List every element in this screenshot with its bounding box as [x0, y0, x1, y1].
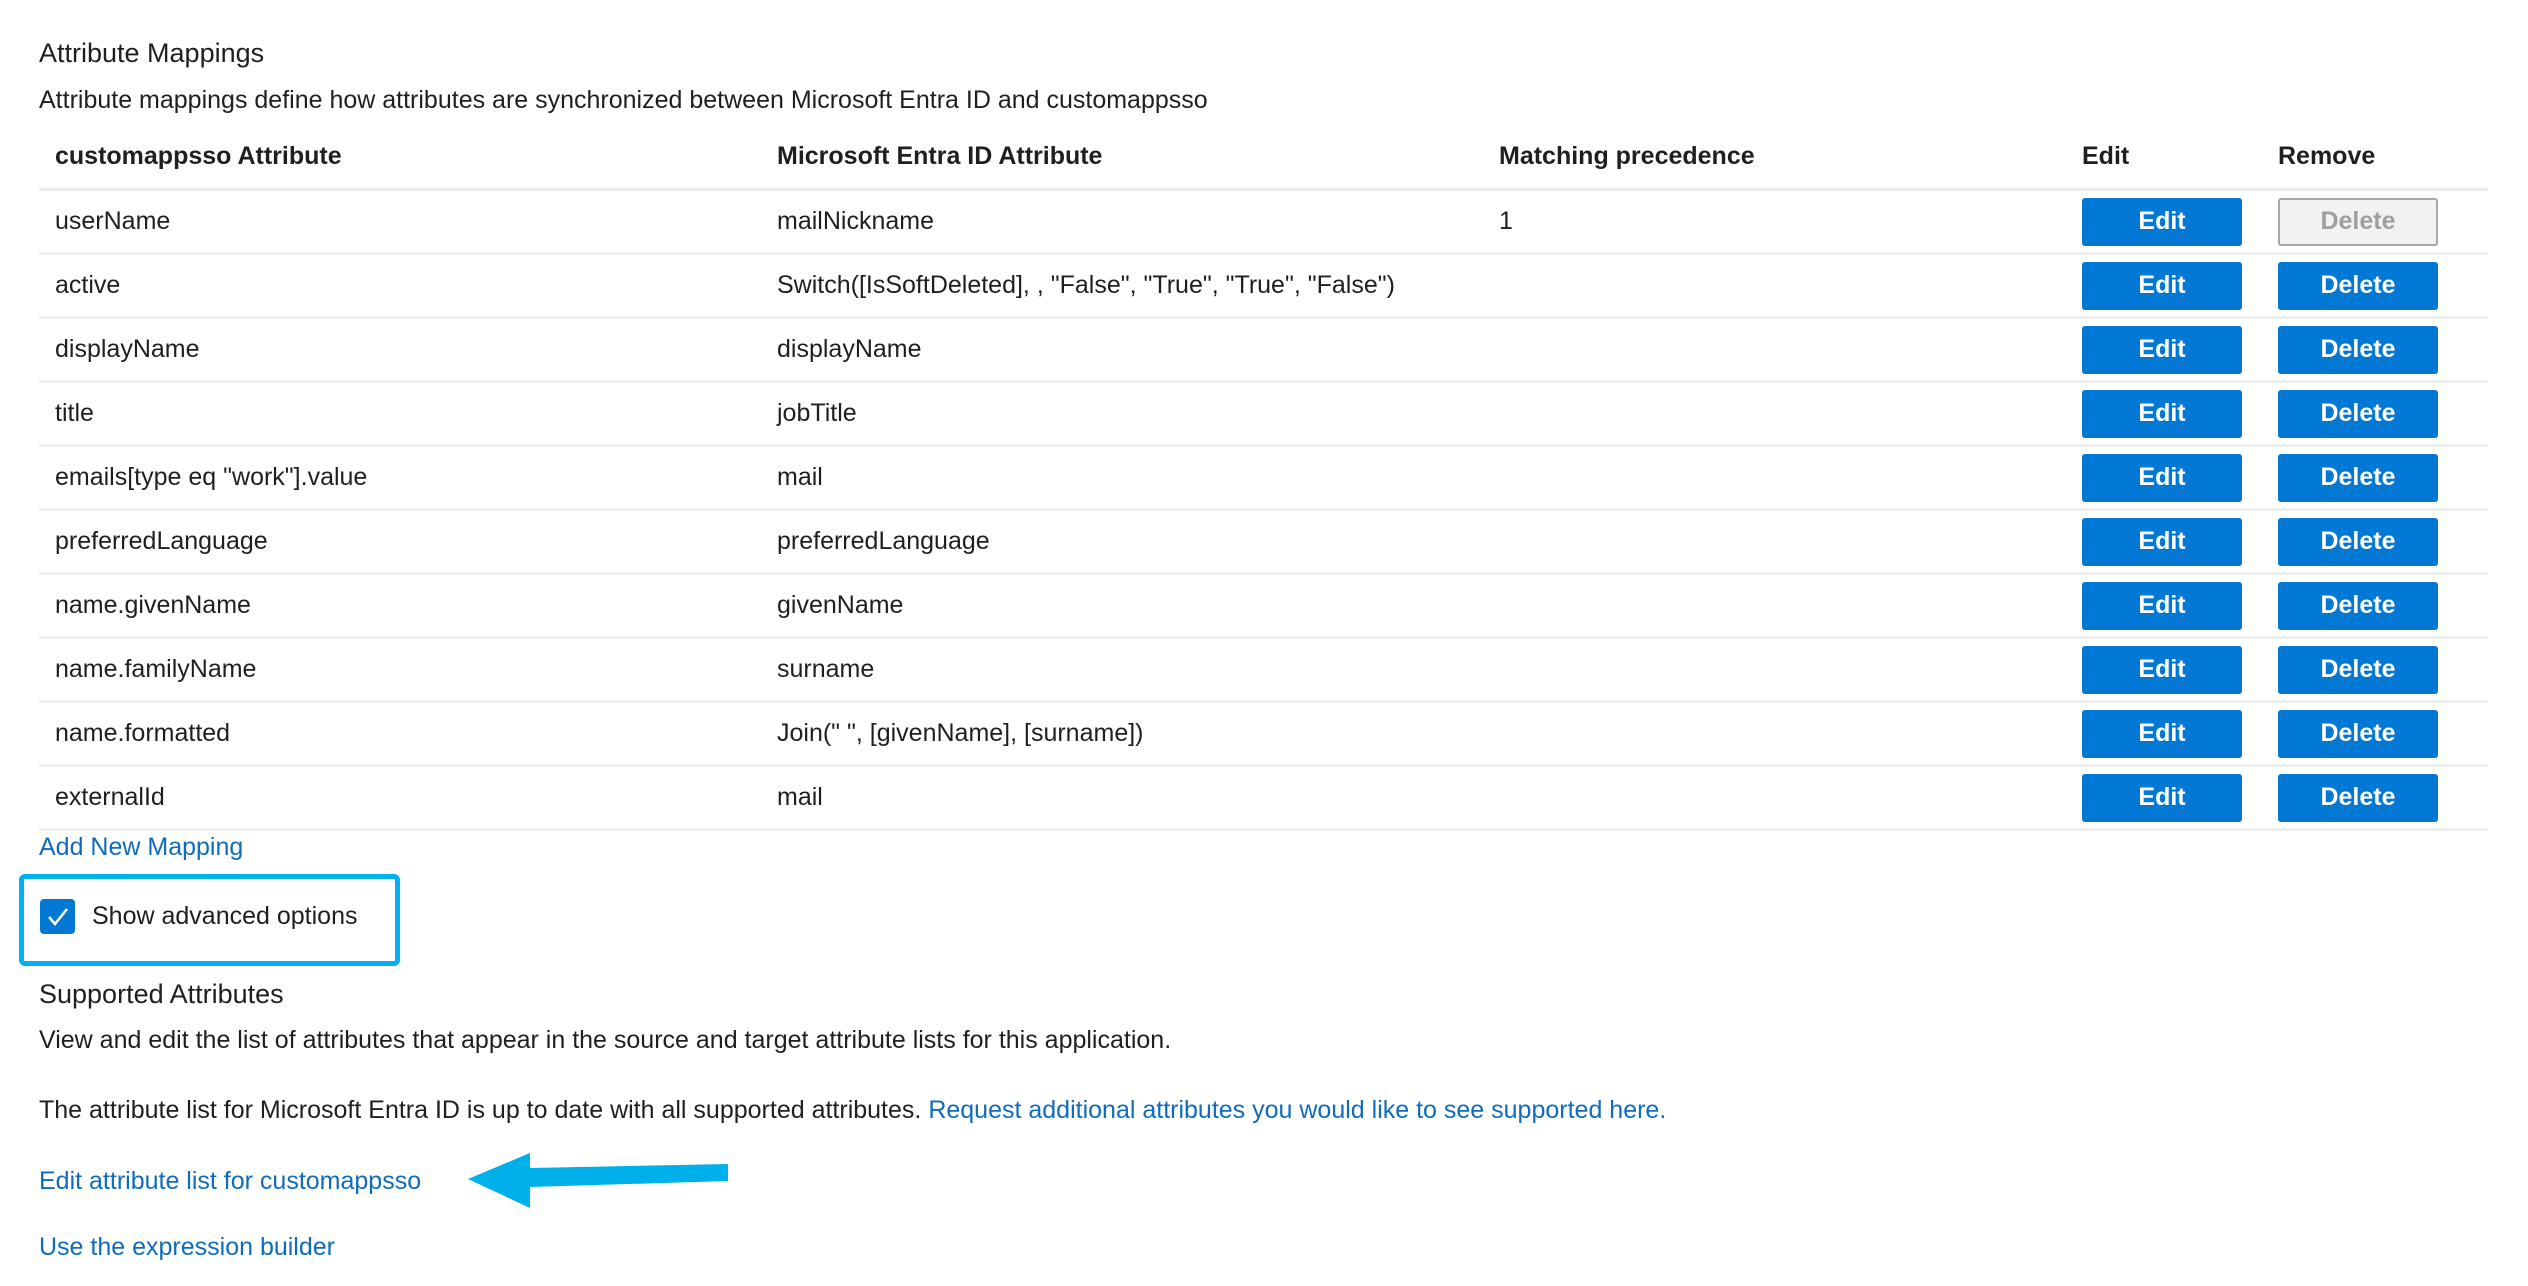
table-row — [39, 382, 2488, 446]
show-advanced-label[interactable]: Show advanced options — [92, 902, 358, 930]
source-attribute: jobTitle — [761, 382, 1483, 446]
matching-precedence: 1 — [1483, 190, 2080, 254]
table-header-row — [39, 124, 2488, 190]
source-attribute: Join(" ", [givenName], [surname]) — [761, 702, 1483, 766]
column-header-edit: Edit — [2080, 124, 2276, 190]
matching-precedence — [1483, 318, 2080, 382]
matching-precedence — [1483, 382, 2080, 446]
edit-button[interactable]: Edit — [2082, 646, 2242, 694]
edit-button[interactable]: Edit — [2082, 710, 2242, 758]
table-row — [39, 638, 2488, 702]
source-attribute: mail — [761, 446, 1483, 510]
checkmark-icon — [40, 899, 75, 934]
delete-button[interactable]: Delete — [2278, 646, 2438, 694]
matching-precedence — [1483, 766, 2080, 830]
column-header-precedence: Matching precedence — [1483, 124, 2080, 190]
attribute-list-status: The attribute list for Microsoft Entra ID is up to date with all supported attributes. — [39, 1096, 922, 1124]
section-title: Attribute Mappings — [39, 38, 265, 68]
target-attribute: externalId — [39, 766, 761, 830]
edit-button[interactable]: Edit — [2082, 518, 2242, 566]
delete-button[interactable]: Delete — [2278, 582, 2438, 630]
edit-button[interactable]: Edit — [2082, 774, 2242, 822]
delete-button[interactable]: Delete — [2278, 326, 2438, 374]
source-attribute: surname — [761, 638, 1483, 702]
table-row — [39, 318, 2488, 382]
matching-precedence — [1483, 254, 2080, 318]
edit-button[interactable]: Edit — [2082, 326, 2242, 374]
add-new-mapping-link[interactable]: Add New Mapping — [39, 833, 244, 861]
matching-precedence — [1483, 702, 2080, 766]
table-row — [39, 254, 2488, 318]
column-header-remove: Remove — [2276, 124, 2488, 190]
show-advanced-checkbox[interactable] — [40, 899, 75, 934]
target-attribute: name.familyName — [39, 638, 761, 702]
matching-precedence — [1483, 574, 2080, 638]
delete-button[interactable]: Delete — [2278, 710, 2438, 758]
edit-button[interactable]: Edit — [2082, 198, 2242, 246]
table-row — [39, 510, 2488, 574]
source-attribute: mailNickname — [761, 190, 1483, 254]
supported-attributes-description: View and edit the list of attributes that appear in the source and target attribute lists for this application. — [39, 1026, 1172, 1054]
source-attribute: displayName — [761, 318, 1483, 382]
target-attribute: userName — [39, 190, 761, 254]
delete-button[interactable]: Delete — [2278, 774, 2438, 822]
column-header-source: Microsoft Entra ID Attribute — [761, 124, 1483, 190]
table-row — [39, 190, 2488, 254]
target-attribute: emails[type eq "work"].value — [39, 446, 761, 510]
table-row — [39, 446, 2488, 510]
table-row — [39, 766, 2488, 830]
target-attribute: active — [39, 254, 761, 318]
arrow-annotation-icon — [460, 1150, 740, 1220]
attribute-mappings-table — [39, 124, 2488, 831]
delete-button[interactable]: Delete — [2278, 518, 2438, 566]
column-header-target: customappsso Attribute — [39, 124, 761, 190]
target-attribute: preferredLanguage — [39, 510, 761, 574]
table-row — [39, 702, 2488, 766]
delete-button[interactable]: Delete — [2278, 262, 2438, 310]
delete-button[interactable]: Delete — [2278, 454, 2438, 502]
expression-builder-link[interactable]: Use the expression builder — [39, 1233, 335, 1261]
matching-precedence — [1483, 638, 2080, 702]
edit-button[interactable]: Edit — [2082, 454, 2242, 502]
matching-precedence — [1483, 510, 2080, 574]
target-attribute: title — [39, 382, 761, 446]
target-attribute: name.givenName — [39, 574, 761, 638]
source-attribute: givenName — [761, 574, 1483, 638]
delete-button[interactable]: Delete — [2278, 390, 2438, 438]
edit-button[interactable]: Edit — [2082, 582, 2242, 630]
delete-button: Delete — [2278, 198, 2438, 246]
supported-attributes-title: Supported Attributes — [39, 979, 284, 1009]
source-attribute: mail — [761, 766, 1483, 830]
source-attribute: Switch([IsSoftDeleted], , "False", "True", "True", "False") — [761, 254, 1483, 318]
request-attributes-link[interactable]: Request additional attributes you would like to see supported here. — [928, 1096, 1667, 1124]
target-attribute: name.formatted — [39, 702, 761, 766]
table-row — [39, 574, 2488, 638]
target-attribute: displayName — [39, 318, 761, 382]
matching-precedence — [1483, 446, 2080, 510]
edit-attribute-list-link[interactable]: Edit attribute list for customappsso — [39, 1167, 422, 1195]
edit-button[interactable]: Edit — [2082, 390, 2242, 438]
edit-button[interactable]: Edit — [2082, 262, 2242, 310]
source-attribute: preferredLanguage — [761, 510, 1483, 574]
section-description: Attribute mappings define how attributes are synchronized between Microsoft Entra ID and customappsso — [39, 86, 1208, 114]
